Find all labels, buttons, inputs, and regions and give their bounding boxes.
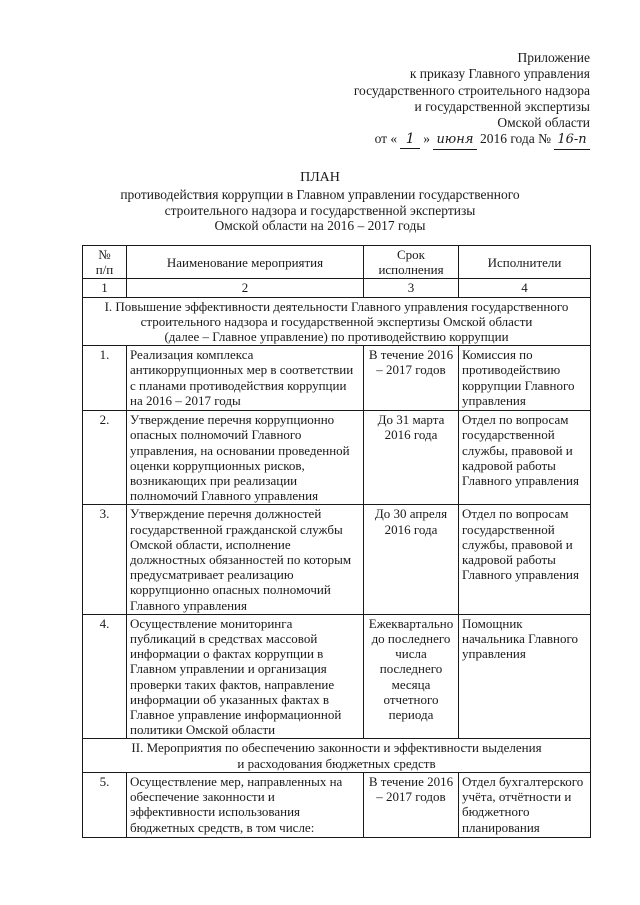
row-name: Утверждение перечня должностей государственной гражданской службы Омской области, исполнение должностных обязанностей по которым предусматривает реализацию коррупционно опасных полномочий Главного управления (127, 505, 364, 614)
row-term: До 31 марта 2016 года (364, 411, 459, 505)
section-heading-line: I. Повышение эффективности деятельности Главного управления государственного (104, 298, 569, 314)
row-executor: Отдел по вопросам государственной службы, правовой и кадровой работы Главного управления (459, 505, 591, 614)
row-term: Ежеквартально до последнего числа последнего месяца отчетного периода (364, 614, 459, 739)
row-name: Осуществление мер, направленных на обеспечение законности и эффективности использования бюджетных средств, в том числе: (127, 772, 364, 837)
title-line: противодействия коррупции в Главном управлении государственного (120, 186, 520, 202)
row-number: 1. (83, 346, 127, 411)
section-heading-line: (далее – Главное управление) по противодействию коррупции (164, 329, 509, 345)
row-executor: Отдел бухгалтерского учёта, отчётности и бюджетного планирования (459, 772, 591, 837)
handwritten-day: 1 (400, 131, 420, 148)
table-header-row (83, 246, 591, 279)
row-executor: Помощник начальника Главного управления (459, 614, 591, 739)
table-row (83, 346, 591, 411)
date-quote-close: » (423, 131, 430, 147)
section-heading-cell (83, 739, 591, 772)
header-executors: Исполнители (459, 246, 591, 279)
column-number: 4 (459, 279, 591, 297)
title-word: ПЛАН (300, 170, 340, 185)
section-heading-line: и расходования бюджетных средств (237, 755, 436, 771)
section-heading-line: II. Мероприятия по обеспечению законности и эффективности выделения (131, 740, 542, 756)
row-term: В течение 2016 – 2017 годов (364, 346, 459, 411)
table-row (83, 505, 591, 614)
table-row (83, 411, 591, 505)
date-prefix: от « (374, 131, 398, 147)
order-date-line (290, 131, 590, 149)
section-heading-line: строительного надзора и государственной экспертизы Омской области (140, 313, 533, 329)
title-line: Омской области на 2016 – 2017 годы (214, 218, 426, 234)
table-row (83, 614, 591, 739)
row-executor: Отдел по вопросам государственной службы, правовой и кадровой работы Главного управления (459, 411, 591, 505)
column-number: 3 (364, 279, 459, 297)
document-title (80, 170, 560, 234)
column-number: 2 (127, 279, 364, 297)
handwritten-month: июня (433, 132, 477, 149)
row-number: 3. (83, 505, 127, 614)
handwritten-order-number: 16-п (554, 132, 590, 149)
header-line: и государственной экспертизы (414, 98, 590, 114)
header-line: Приложение (517, 50, 590, 65)
approval-header (290, 50, 590, 150)
row-term: В течение 2016 – 2017 годов (364, 772, 459, 837)
header-term: Срок исполнения (364, 246, 459, 279)
column-number: 1 (83, 279, 127, 297)
row-executor: Комиссия по противодействию коррупции Главного управления (459, 346, 591, 411)
row-term: До 30 апреля 2016 года (364, 505, 459, 614)
header-num: № п/п (83, 246, 127, 279)
column-number-row (83, 279, 591, 297)
date-year-text: 2016 года № (479, 131, 551, 147)
section-heading (83, 297, 591, 346)
header-name: Наименование мероприятия (127, 246, 364, 279)
header-line: государственного строительного надзора (353, 82, 590, 98)
title-line: строительного надзора и государственной экспертизы (164, 202, 476, 218)
section-heading-cell (83, 297, 591, 346)
row-name: Утверждение перечня коррупционно опасных полномочий Главного управления, на основании проведенной оценки коррупционных рисков, возникающих при реализации полномочий Главного управления (127, 411, 364, 505)
row-number: 2. (83, 411, 127, 505)
row-number: 5. (83, 772, 127, 837)
header-line: к приказу Главного управления (409, 66, 590, 82)
row-name: Осуществление мониторинга публикаций в средствах массовой информации о фактах коррупции в Главном управлении и организация проверки таких фактов, направление информации об указанных фактах в Главное управление информационной политики Омской области (127, 614, 364, 739)
header-line: Омской области (497, 115, 590, 131)
plan-table (82, 245, 591, 838)
row-name: Реализация комплекса антикоррупционных мер в соответствии с планами противодействия коррупции на 2016 – 2017 годы (127, 346, 364, 411)
table-row (83, 772, 591, 837)
section-heading (83, 739, 591, 772)
row-number: 4. (83, 614, 127, 739)
